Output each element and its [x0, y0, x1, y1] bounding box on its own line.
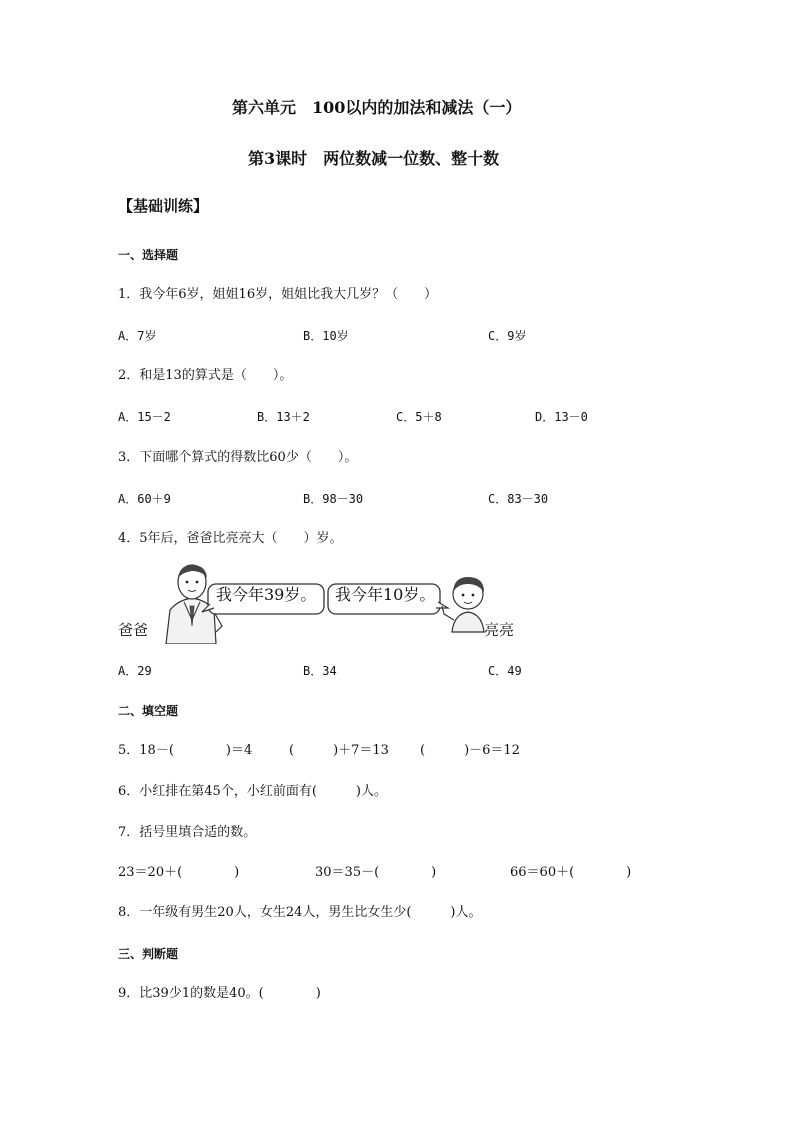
q4-option-c: C．49 [488, 664, 522, 678]
q1-option-b: B．10岁 [303, 329, 349, 343]
question-5-part-3: ( )－6＝12 [420, 743, 520, 758]
question-4: 4．5年后，爸爸比亮亮大（ ）岁。 [118, 531, 343, 546]
dad-speech-text: 我今年39岁。 [216, 585, 317, 604]
question-7-part-3: 66＝60＋( ) [510, 865, 632, 880]
question-7-part-2: 30＝35－( ) [315, 865, 437, 880]
question-8: 8．一年级有男生20人，女生24人，男生比女生少( )人。 [118, 905, 482, 920]
section-fill-blank: 二、填空题 [118, 704, 179, 718]
q1-option-c: C．9岁 [488, 329, 527, 343]
q3-option-c: C．83－30 [488, 492, 549, 506]
section-choice: 一、选择题 [118, 248, 179, 262]
page-title: 第六单元 100以内的加法和减法（一） [232, 98, 522, 117]
question-3: 3．下面哪个算式的得数比60少（ ）。 [118, 450, 358, 465]
question-1: 1．我今年6岁，姐姐16岁，姐姐比我大几岁？（ ） [118, 287, 438, 302]
kid-name-label: 亮亮 [484, 621, 515, 639]
question-5-part-1: 5．18－( )＝4 [118, 743, 253, 758]
question-6: 6．小红排在第45个，小红前面有( )人。 [118, 784, 387, 799]
question-5-part-2: ( )＋7＝13 [289, 743, 389, 758]
q2-option-a: A．15－2 [118, 410, 171, 424]
q2-option-d: D．13－0 [535, 410, 588, 424]
question-9: 9．比39少1的数是40。( ) [118, 986, 321, 1001]
q1-option-a: A．7岁 [118, 329, 157, 343]
basic-training-label: 【基础训练】 [118, 197, 209, 215]
section-true-false: 三、判断题 [118, 947, 179, 961]
q2-option-b: B．13＋2 [257, 410, 310, 424]
question-7-part-1: 23＝20＋( ) [118, 865, 240, 880]
q3-option-b: B．98－30 [303, 492, 364, 506]
question-7: 7．括号里填合适的数。 [118, 825, 257, 840]
question-2: 2．和是13的算式是（ ）。 [118, 368, 293, 383]
q3-option-a: A．60＋9 [118, 492, 171, 506]
dad-and-kid-illustration [118, 562, 528, 644]
kid-figure [442, 577, 484, 632]
kid-speech-text: 我今年10岁。 [335, 585, 436, 604]
dad-name-label: 爸爸 [118, 621, 149, 639]
q4-option-b: B．34 [303, 664, 337, 678]
q4-option-a: A．29 [118, 664, 152, 678]
q2-option-c: C．5＋8 [396, 410, 442, 424]
page-subtitle: 第3课时 两位数减一位数、整十数 [248, 149, 500, 168]
